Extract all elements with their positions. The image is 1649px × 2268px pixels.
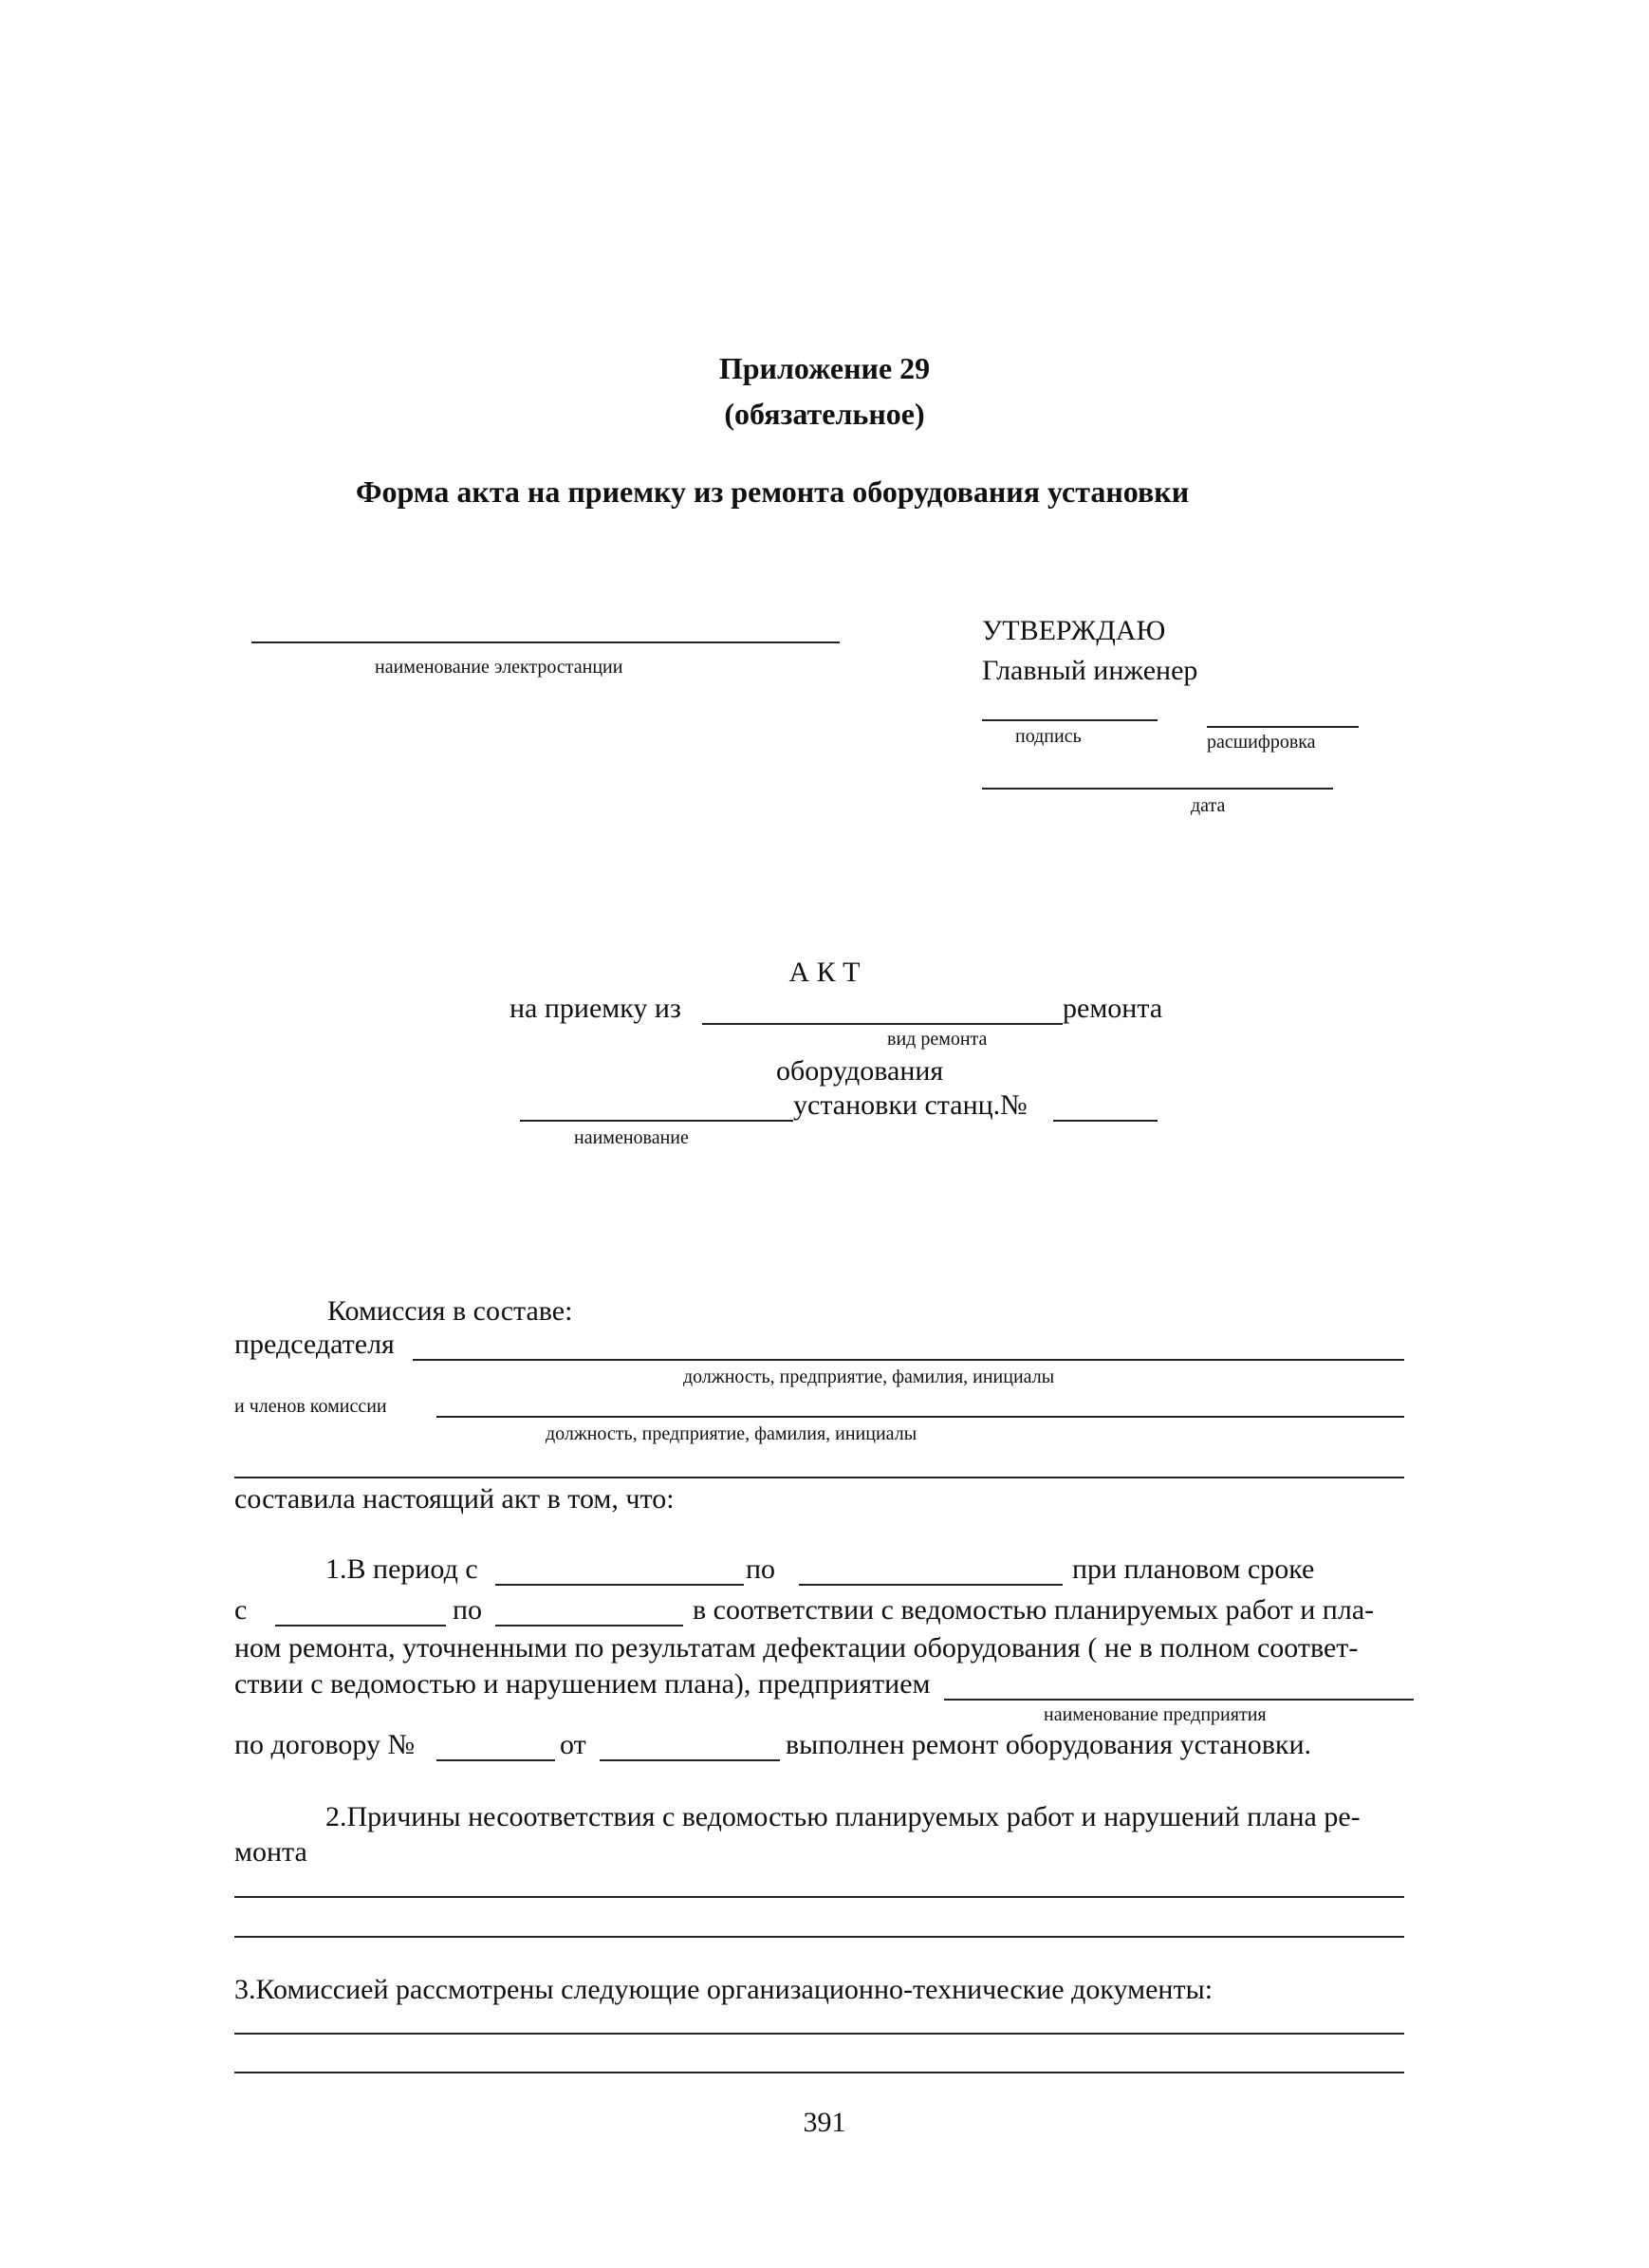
act-conclusion: составила настоящий акт в том, что: bbox=[234, 1483, 675, 1515]
equipment-name-line bbox=[520, 1120, 793, 1122]
planned-end-line bbox=[495, 1625, 683, 1627]
contract-label: по договору № bbox=[234, 1729, 416, 1760]
decoding-caption: расшифровка bbox=[1207, 732, 1316, 753]
period-end-line bbox=[799, 1584, 1063, 1586]
item1-to-label-2: по bbox=[453, 1594, 483, 1626]
members-line bbox=[436, 1416, 1404, 1418]
contract-from-label: от bbox=[560, 1729, 586, 1760]
item1-planned-label: при плановом сроке bbox=[1072, 1553, 1315, 1585]
item1-line2-text: в соответствии с ведомостью планируемых работ и пла- bbox=[693, 1594, 1375, 1626]
chairman-label: председателя bbox=[234, 1329, 395, 1360]
commission-intro: Комиссия в составе: bbox=[327, 1295, 573, 1327]
item1-to-label: по bbox=[746, 1553, 776, 1585]
repair-type-caption: вид ремонта bbox=[887, 1029, 988, 1050]
members-label: и членов комиссии bbox=[234, 1396, 387, 1417]
item1-period-label: 1.В период с bbox=[325, 1553, 478, 1585]
form-title: Форма акта на приемку из ремонта оборудования установки bbox=[356, 474, 1190, 509]
station-name-caption: наименование электростанции bbox=[375, 657, 623, 678]
period-start-line bbox=[495, 1584, 744, 1586]
signature-caption: подпись bbox=[1015, 726, 1082, 747]
members-line-2 bbox=[234, 1477, 1404, 1478]
item3-line1-text: 3.Комиссией рассмотрены следующие организационно-технические документы: bbox=[234, 1974, 1214, 2005]
act-title: А К Т bbox=[788, 957, 861, 988]
unit-label: установки станц.№ bbox=[793, 1089, 1028, 1121]
approve-label: УТВЕРЖДАЮ bbox=[982, 615, 1166, 646]
item1-line5-text: выполнен ремонт оборудования установки. bbox=[786, 1729, 1312, 1760]
item3-answer-line-2 bbox=[234, 2072, 1404, 2073]
contract-date-line bbox=[600, 1759, 780, 1761]
chief-engineer-label: Главный инженер bbox=[982, 655, 1198, 686]
decoding-line bbox=[1207, 726, 1359, 728]
enterprise-caption: наименование предприятия bbox=[1044, 1704, 1267, 1725]
members-caption: должность, предприятие, фамилия, инициалы bbox=[546, 1423, 917, 1444]
item3-answer-line-1 bbox=[234, 2033, 1404, 2035]
enterprise-name-line bbox=[944, 1699, 1414, 1701]
appendix-status: (обязательное) bbox=[724, 397, 925, 431]
page-number: 391 bbox=[803, 2107, 846, 2138]
repair-type-line bbox=[702, 1023, 1063, 1025]
item2-line1-text: 2.Причины несоответствия с ведомостью планируемых работ и нарушений плана ре- bbox=[325, 1801, 1361, 1832]
item1-line3-text: ном ремонта, уточненными по результатам дефектации оборудования ( не в полном соответ- bbox=[234, 1632, 1359, 1664]
station-name-line bbox=[251, 641, 840, 643]
item2-answer-line-1 bbox=[234, 1896, 1404, 1898]
signature-line bbox=[982, 719, 1158, 721]
item1-line4-text: ствии с ведомостью и нарушением плана), предприятием bbox=[234, 1668, 931, 1700]
item1-from-label: с bbox=[234, 1594, 248, 1626]
station-number-line bbox=[1053, 1120, 1158, 1122]
appendix-number: Приложение 29 bbox=[718, 351, 931, 385]
name-caption: наименование bbox=[574, 1127, 689, 1148]
date-line bbox=[982, 788, 1333, 790]
act-line1-prefix: на приемку из bbox=[510, 993, 681, 1024]
act-line1-suffix: ремонта bbox=[1063, 993, 1163, 1024]
planned-start-line bbox=[275, 1625, 446, 1627]
item2-answer-line-2 bbox=[234, 1936, 1404, 1938]
chairman-caption: должность, предприятие, фамилия, инициалы bbox=[683, 1366, 1055, 1387]
contract-number-line bbox=[436, 1759, 555, 1761]
equipment-label: оборудования bbox=[776, 1055, 944, 1087]
chairman-line bbox=[413, 1359, 1404, 1361]
date-caption: дата bbox=[1191, 795, 1226, 816]
item2-line2-text: монта bbox=[234, 1836, 307, 1868]
